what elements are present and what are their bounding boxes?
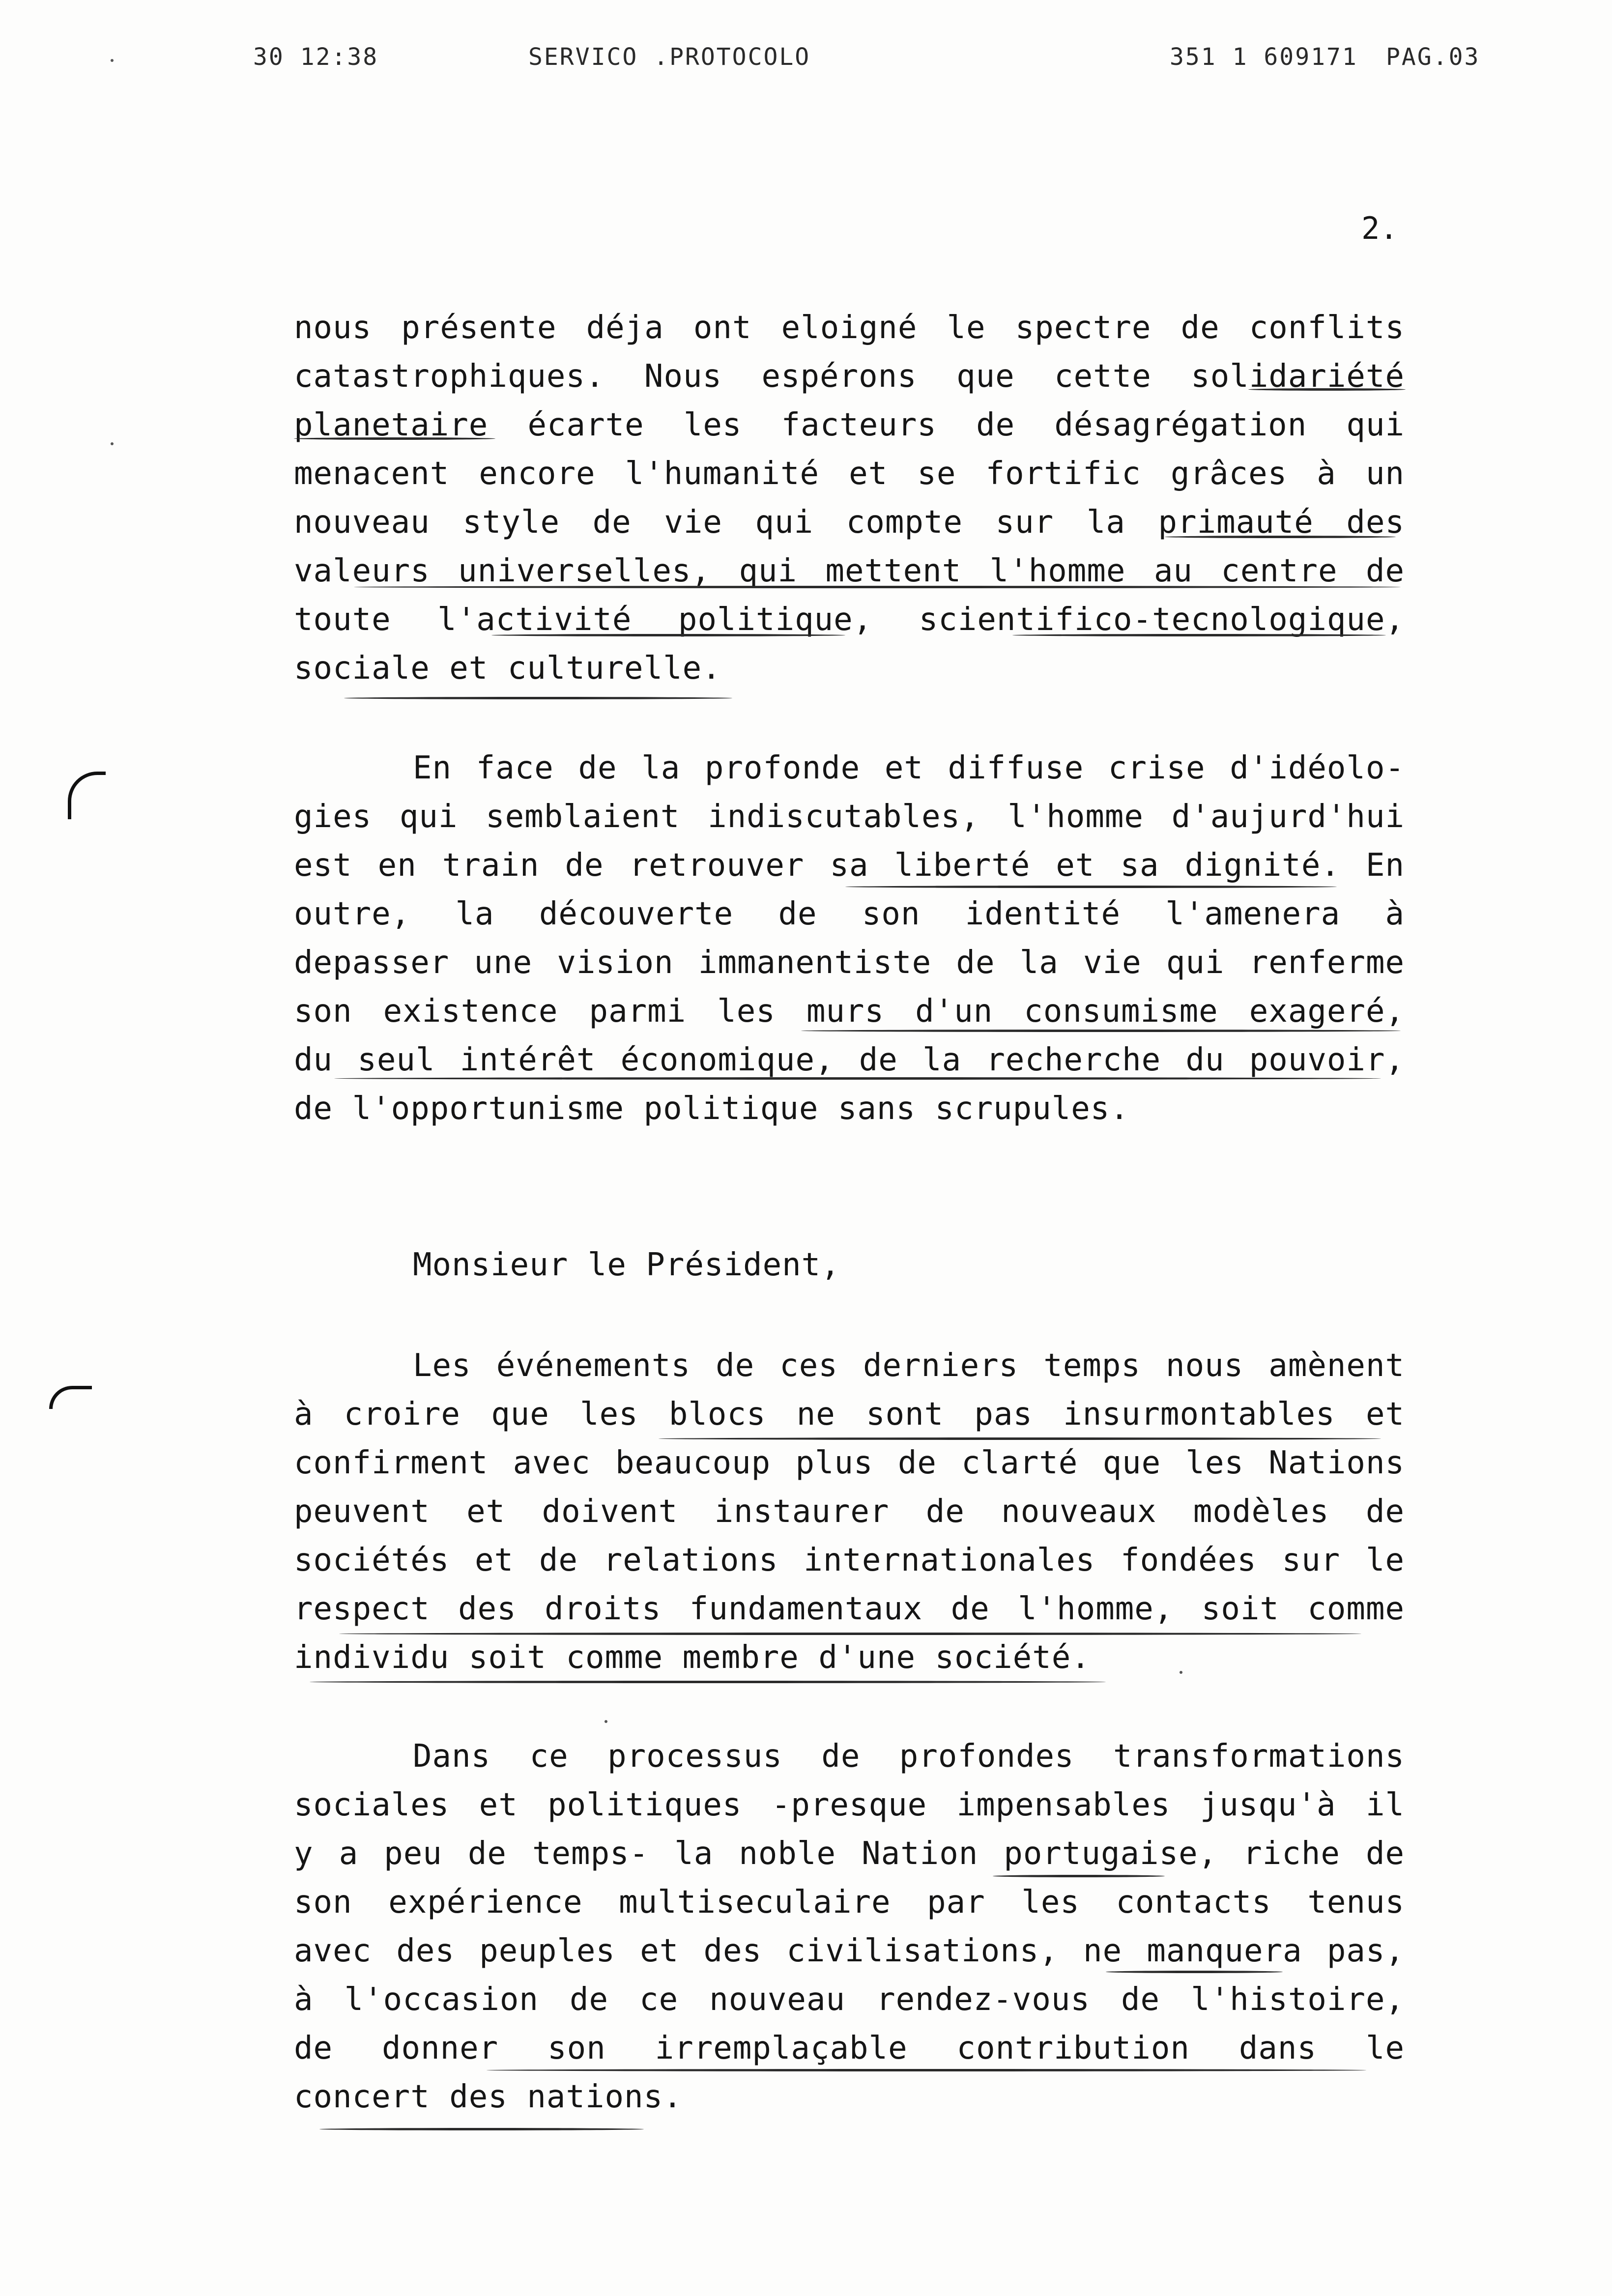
text-line: concert des nations.	[294, 2079, 683, 2115]
handwritten-underline	[1248, 388, 1406, 391]
handwritten-underline	[354, 586, 1401, 588]
text-line: planetaire écarte les facteurs de désagrégation qui	[294, 407, 1405, 443]
handwritten-underline	[845, 886, 1337, 888]
salutation	[413, 1241, 840, 1290]
text-line: Les événements de ces derniers temps nous amènent	[413, 1348, 1405, 1384]
text-line: avec des peuples et des civilisations, ne manquera pas,	[294, 1933, 1405, 1969]
fax-number: 351 1 609171	[1170, 43, 1358, 71]
handwritten-underline	[310, 1681, 1106, 1683]
scan-speck	[111, 59, 114, 62]
handwritten-underline	[334, 1077, 1381, 1080]
margin-bracket-mark	[49, 1386, 92, 1409]
text-line: est en train de retrouver sa liberté et sa dignité. En	[294, 847, 1405, 884]
handwritten-underline	[319, 2128, 644, 2130]
text-line: individu soit comme membre d'une société.	[294, 1639, 1091, 1676]
text-line: nous présente déja ont eloigné le spectre de conflits	[294, 310, 1405, 346]
fax-page: PAG.03	[1386, 43, 1480, 71]
handwritten-underline	[1106, 1971, 1283, 1973]
text-line: confirment avec beaucoup plus de clarté que les Nations	[294, 1445, 1405, 1481]
text-line: En face de la profonde et diffuse crise d'idéolo-	[413, 750, 1405, 786]
text-line: de donner son irremplaçable contribution dans le	[294, 2030, 1405, 2066]
fax-sender: SERVICO .PROTOCOLO	[528, 43, 811, 71]
text-line: catastrophiques. Nous espérons que cette solidariété	[294, 358, 1405, 395]
text-line: Dans ce processus de profondes transformations	[413, 1738, 1405, 1775]
margin-bracket-mark	[68, 772, 106, 819]
handwritten-underline	[491, 634, 845, 636]
text-line: son expérience multiseculaire par les contacts tenus	[294, 1884, 1405, 1921]
text-line: sociales et politiques -presque impensables jusqu'à il	[294, 1787, 1405, 1823]
handwritten-underline	[487, 2069, 1366, 2071]
text-line: sociétés et de relations internationales fondées sur le	[294, 1542, 1405, 1578]
text-line: nouveau style de vie qui compte sur la primauté des	[294, 504, 1405, 541]
salutation-text: Monsieur le Président,	[413, 1247, 840, 1283]
text-line: outre, la découverte de son identité l'amenera à	[294, 896, 1405, 932]
paragraph-3	[294, 1342, 1405, 1682]
text-line: menacent encore l'humanité et se fortific grâces à un	[294, 456, 1405, 492]
text-line: du seul intérêt économique, de la recherche du pouvoir,	[294, 1042, 1405, 1078]
text-line: valeurs universelles, qui mettent l'homme au centre de	[294, 553, 1405, 589]
text-line: y a peu de temps- la noble Nation portugaise, riche de	[294, 1836, 1405, 1872]
scan-speck	[111, 442, 114, 445]
handwritten-underline	[294, 437, 495, 440]
paragraph-2	[294, 744, 1405, 1133]
text-line: peuvent et doivent instaurer de nouveaux modèles de	[294, 1493, 1405, 1530]
scan-speck	[1180, 1671, 1182, 1674]
handwritten-underline	[344, 697, 732, 699]
fax-transmission-header	[0, 43, 1612, 78]
text-line: de l'opportunisme politique sans scrupules.	[294, 1091, 1129, 1127]
handwritten-underline	[339, 1633, 1361, 1635]
handwritten-underline	[1165, 536, 1396, 538]
paragraph-4	[294, 1732, 1405, 2122]
scan-speck	[604, 1720, 607, 1723]
handwritten-underline	[993, 1875, 1165, 1877]
text-line: son existence parmi les murs d'un consumisme exageré,	[294, 993, 1405, 1030]
text-line: respect des droits fundamentaux de l'homme, soit comme	[294, 1591, 1405, 1627]
text-line: toute l'activité politique, scientifico-tecnologique,	[294, 602, 1405, 638]
page-number: 2.	[1361, 210, 1398, 246]
text-line: gies qui semblaient indiscutables, l'homme d'aujurd'hui	[294, 799, 1405, 835]
text-line: depasser une vision immanentiste de la vie qui renferme	[294, 945, 1405, 981]
handwritten-underline	[801, 1030, 1401, 1032]
handwritten-underline	[659, 1437, 1381, 1440]
handwritten-underline	[1012, 634, 1386, 636]
text-line: sociale et culturelle.	[294, 650, 721, 687]
text-line: à l'occasion de ce nouveau rendez-vous de l'histoire,	[294, 1981, 1405, 2018]
text-line: à croire que les blocs ne sont pas insurmontables et	[294, 1396, 1405, 1433]
fax-time: 30 12:38	[253, 43, 379, 71]
